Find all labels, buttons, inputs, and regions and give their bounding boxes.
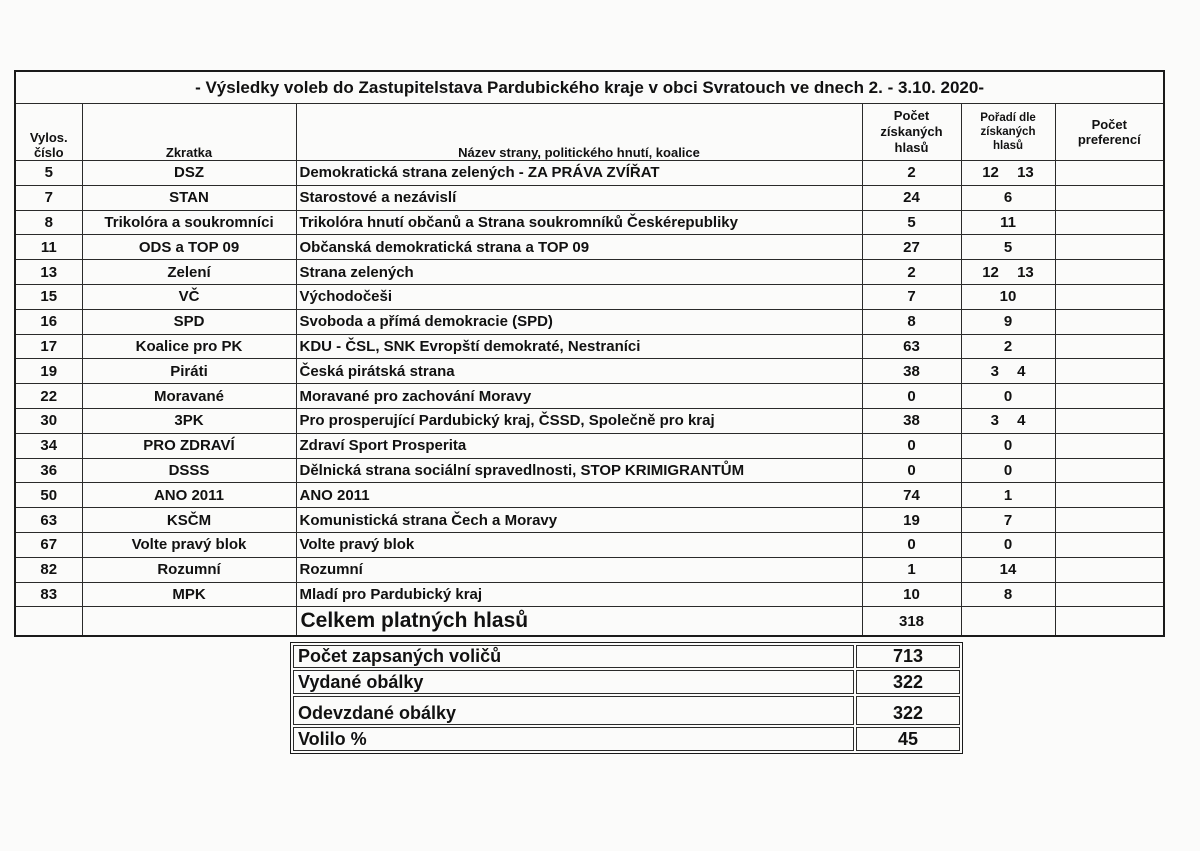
summary-row-issued: [293, 670, 960, 694]
party-abbreviation: STAN: [82, 185, 296, 210]
header-number-line1: Vylos.: [29, 130, 68, 145]
header-number: [15, 104, 82, 161]
party-rank: 12 13: [961, 161, 1055, 186]
party-rank: 0: [961, 433, 1055, 458]
party-number: 16: [15, 309, 82, 334]
party-rank: 1: [961, 483, 1055, 508]
party-votes: 24: [862, 185, 961, 210]
party-rank: 2: [961, 334, 1055, 359]
party-name: Rozumní: [296, 557, 862, 582]
table-row: [15, 557, 1164, 582]
total-label: Celkem platných hlasů: [296, 607, 862, 637]
header-rank-line2: získaných: [980, 126, 1036, 138]
party-votes: 38: [862, 359, 961, 384]
table-row: [15, 235, 1164, 260]
party-name: ANO 2011: [296, 483, 862, 508]
party-abbreviation: PRO ZDRAVÍ: [82, 433, 296, 458]
party-abbreviation: VČ: [82, 284, 296, 309]
party-preferences: [1055, 210, 1164, 235]
party-name: Občanská demokratická strana a TOP 09: [296, 235, 862, 260]
party-votes: 10: [862, 582, 961, 607]
table-row: [15, 582, 1164, 607]
returned-envelopes-value: 322: [856, 696, 960, 725]
table-row: [15, 185, 1164, 210]
party-abbreviation: ANO 2011: [82, 483, 296, 508]
document-title: - Výsledky voleb do Zastupitelstava Pardubického kraje v obci Svratouch ve dnech 2. - 3.10. 2020-: [15, 71, 1164, 104]
party-rank: 8: [961, 582, 1055, 607]
party-votes: 0: [862, 433, 961, 458]
party-preferences: [1055, 532, 1164, 557]
total-empty-preferences: [1055, 607, 1164, 637]
party-preferences: [1055, 508, 1164, 533]
table-row: [15, 210, 1164, 235]
total-empty-abbreviation: [82, 607, 296, 637]
party-number: 15: [15, 284, 82, 309]
header-preferences: [1055, 104, 1164, 161]
total-empty-number: [15, 607, 82, 637]
party-rank: 10: [961, 284, 1055, 309]
party-number: 63: [15, 508, 82, 533]
party-abbreviation: SPD: [82, 309, 296, 334]
party-number: 34: [15, 433, 82, 458]
party-abbreviation: Moravané: [82, 384, 296, 409]
summary-row-turnout: [293, 727, 960, 751]
header-votes-line2: získaných: [880, 124, 943, 139]
party-votes: 7: [862, 284, 961, 309]
party-preferences: [1055, 284, 1164, 309]
turnout-label: Volilo %: [293, 727, 854, 751]
party-votes: 27: [862, 235, 961, 260]
turnout-value: 45: [856, 727, 960, 751]
header-number-line2: číslo: [33, 145, 64, 160]
party-votes: 8: [862, 309, 961, 334]
party-name: Volte pravý blok: [296, 532, 862, 557]
party-number: 17: [15, 334, 82, 359]
header-votes-line1: Počet: [893, 108, 930, 123]
party-number: 67: [15, 532, 82, 557]
title-row: [15, 71, 1164, 104]
party-number: 82: [15, 557, 82, 582]
total-empty-rank: [961, 607, 1055, 637]
party-preferences: [1055, 458, 1164, 483]
table-row: [15, 433, 1164, 458]
table-row: [15, 359, 1164, 384]
party-abbreviation: DSSS: [82, 458, 296, 483]
party-preferences: [1055, 483, 1164, 508]
party-number: 83: [15, 582, 82, 607]
table-row: [15, 161, 1164, 186]
party-rank: 5: [961, 235, 1055, 260]
table-row: [15, 284, 1164, 309]
registered-voters-label: Počet zapsaných voličů: [293, 645, 854, 668]
party-preferences: [1055, 334, 1164, 359]
party-abbreviation: DSZ: [82, 161, 296, 186]
party-rows: [15, 161, 1164, 607]
party-name: Demokratická strana zelených - ZA PRÁVA ZVÍŘAT: [296, 161, 862, 186]
returned-envelopes-label: Odevzdané obálky: [293, 696, 854, 725]
party-votes: 74: [862, 483, 961, 508]
header-rank-line3: hlasů: [992, 140, 1024, 152]
issued-envelopes-value: 322: [856, 670, 960, 694]
party-preferences: [1055, 235, 1164, 260]
party-name: KDU - ČSL, SNK Evropští demokraté, Nestraníci: [296, 334, 862, 359]
party-abbreviation: Trikolóra a soukromníci: [82, 210, 296, 235]
results-table: [14, 70, 1165, 637]
header-rank: [961, 104, 1055, 161]
party-name: Komunistická strana Čech a Moravy: [296, 508, 862, 533]
party-votes: 1: [862, 557, 961, 582]
party-number: 7: [15, 185, 82, 210]
header-preferences-line1: Počet: [1091, 117, 1127, 132]
party-preferences: [1055, 309, 1164, 334]
party-abbreviation: Piráti: [82, 359, 296, 384]
party-rank: 6: [961, 185, 1055, 210]
party-preferences: [1055, 185, 1164, 210]
party-votes: 63: [862, 334, 961, 359]
party-rank: 9: [961, 309, 1055, 334]
party-name: Starostové a nezávislí: [296, 185, 862, 210]
party-number: 22: [15, 384, 82, 409]
party-number: 30: [15, 408, 82, 433]
total-row: [15, 607, 1164, 637]
party-votes: 0: [862, 458, 961, 483]
header-party-name: Název strany, politického hnutí, koalice: [296, 104, 862, 161]
party-preferences: [1055, 384, 1164, 409]
party-abbreviation: Zelení: [82, 260, 296, 285]
party-name: Trikolóra hnutí občanů a Strana soukromníků Českérepubliky: [296, 210, 862, 235]
table-row: [15, 260, 1164, 285]
party-rank: 7: [961, 508, 1055, 533]
header-votes-line3: hlasů: [894, 140, 929, 155]
table-row: [15, 532, 1164, 557]
party-rank: 3 4: [961, 359, 1055, 384]
party-rank: 0: [961, 458, 1055, 483]
party-votes: 2: [862, 161, 961, 186]
party-name: Česká pirátská strana: [296, 359, 862, 384]
table-row: [15, 384, 1164, 409]
party-abbreviation: MPK: [82, 582, 296, 607]
party-votes: 0: [862, 384, 961, 409]
party-preferences: [1055, 260, 1164, 285]
summary-row-registered: [293, 645, 960, 668]
party-abbreviation: Koalice pro PK: [82, 334, 296, 359]
party-number: 11: [15, 235, 82, 260]
party-abbreviation: KSČM: [82, 508, 296, 533]
issued-envelopes-label: Vydané obálky: [293, 670, 854, 694]
party-preferences: [1055, 433, 1164, 458]
party-preferences: [1055, 161, 1164, 186]
table-row: [15, 458, 1164, 483]
party-name: Mladí pro Pardubický kraj: [296, 582, 862, 607]
party-preferences: [1055, 557, 1164, 582]
party-votes: 5: [862, 210, 961, 235]
party-abbreviation: ODS a TOP 09: [82, 235, 296, 260]
party-number: 19: [15, 359, 82, 384]
party-number: 13: [15, 260, 82, 285]
party-number: 5: [15, 161, 82, 186]
header-rank-line1: Pořadí dle: [980, 112, 1036, 124]
party-votes: 38: [862, 408, 961, 433]
party-name: Moravané pro zachování Moravy: [296, 384, 862, 409]
party-preferences: [1055, 582, 1164, 607]
party-rank: 0: [961, 532, 1055, 557]
party-number: 8: [15, 210, 82, 235]
summary-table: [290, 642, 963, 754]
registered-voters-value: 713: [856, 645, 960, 668]
party-name: Pro prosperující Pardubický kraj, ČSSD, Společně pro kraj: [296, 408, 862, 433]
party-preferences: [1055, 408, 1164, 433]
party-votes: 19: [862, 508, 961, 533]
party-votes: 2: [862, 260, 961, 285]
party-abbreviation: Volte pravý blok: [82, 532, 296, 557]
header-row: [15, 104, 1164, 161]
party-number: 36: [15, 458, 82, 483]
party-name: Svoboda a přímá demokracie (SPD): [296, 309, 862, 334]
party-name: Strana zelených: [296, 260, 862, 285]
party-rank: 12 13: [961, 260, 1055, 285]
party-preferences: [1055, 359, 1164, 384]
party-rank: 0: [961, 384, 1055, 409]
party-abbreviation: 3PK: [82, 408, 296, 433]
table-row: [15, 334, 1164, 359]
party-rank: 11: [961, 210, 1055, 235]
header-preferences-line2: preferencí: [1077, 132, 1141, 147]
total-votes: 318: [862, 607, 961, 637]
header-votes: [862, 104, 961, 161]
party-rank: 3 4: [961, 408, 1055, 433]
table-row: [15, 309, 1164, 334]
summary-row-returned: [293, 696, 960, 725]
party-name: Východočeši: [296, 284, 862, 309]
table-row: [15, 408, 1164, 433]
table-row: [15, 483, 1164, 508]
party-votes: 0: [862, 532, 961, 557]
header-abbreviation: Zkratka: [82, 104, 296, 161]
party-name: Zdraví Sport Prosperita: [296, 433, 862, 458]
party-rank: 14: [961, 557, 1055, 582]
party-number: 50: [15, 483, 82, 508]
party-name: Dělnická strana sociální spravedlnosti, STOP KRIMIGRANTŮM: [296, 458, 862, 483]
table-row: [15, 508, 1164, 533]
party-abbreviation: Rozumní: [82, 557, 296, 582]
